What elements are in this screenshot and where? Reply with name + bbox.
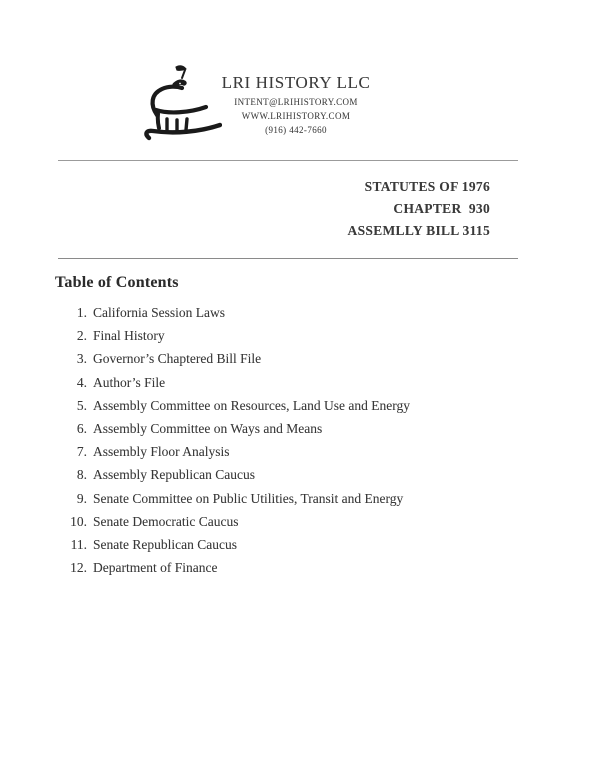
toc-item xyxy=(57,533,410,556)
website-text: WWW.LRIHISTORY.COM xyxy=(241,111,351,121)
toc-item-label: Assembly Republican Caucus xyxy=(93,467,255,483)
toc-item-number: 4. xyxy=(76,374,87,390)
toc-item-label: Assembly Committee on Ways and Means xyxy=(93,420,323,436)
toc-item-number: 10. xyxy=(70,513,87,529)
toc-item xyxy=(57,371,410,394)
toc-item xyxy=(57,417,410,440)
toc-title: Table of Contents xyxy=(55,274,179,291)
toc-item-number: 9. xyxy=(76,490,87,506)
toc-item-number: 11. xyxy=(70,536,87,552)
toc-item-label: Senate Democratic Caucus xyxy=(93,513,239,529)
toc-item-number: 5. xyxy=(76,397,87,413)
toc-item-number: 8. xyxy=(76,467,87,483)
toc-item xyxy=(57,556,410,579)
statutes-line: STATUTES OF 1976 xyxy=(364,179,490,194)
toc-item-label: Author’s File xyxy=(93,374,166,390)
toc-item-label: Department of Finance xyxy=(93,560,218,576)
bill-reference xyxy=(348,176,490,242)
toc-item xyxy=(57,394,410,417)
chapter-line: CHAPTER 930 xyxy=(393,201,490,216)
toc-item-label: California Session Laws xyxy=(93,305,225,320)
toc-item-label: Assembly Floor Analysis xyxy=(93,444,230,460)
toc-item-number: 1. xyxy=(76,305,87,320)
toc-item xyxy=(57,463,410,486)
phone-text: (916) 442-7660 xyxy=(265,125,327,135)
toc-list xyxy=(57,301,410,579)
letterhead xyxy=(196,72,396,137)
toc-item-label: Senate Committee on Public Utilities, Transit and Energy xyxy=(93,490,404,506)
toc-item-number: 6. xyxy=(76,420,87,436)
toc-item xyxy=(57,510,410,533)
toc-item-label: Senate Republican Caucus xyxy=(93,536,237,552)
toc-item-label: Governor’s Chaptered Bill File xyxy=(93,351,262,367)
toc-item-number: 3. xyxy=(76,351,87,367)
toc-item xyxy=(57,324,410,347)
divider-bottom xyxy=(58,258,518,259)
toc-item-number: 7. xyxy=(76,444,87,460)
toc-item xyxy=(57,347,410,370)
toc-item-label: Final History xyxy=(93,328,165,344)
divider-top xyxy=(58,160,518,161)
toc-item xyxy=(57,440,410,463)
email-text: INTENT@LRIHISTORY.COM xyxy=(234,97,358,107)
toc-item-number: 12. xyxy=(70,560,87,576)
company-name: LRI HISTORY LLC xyxy=(221,73,371,92)
toc-item xyxy=(57,301,410,324)
toc-item xyxy=(57,487,410,510)
toc-item-number: 2. xyxy=(76,328,87,344)
toc-item-label: Assembly Committee on Resources, Land Use and Energy xyxy=(93,397,410,413)
bill-line: ASSEMLLY BILL 3115 xyxy=(347,223,490,238)
